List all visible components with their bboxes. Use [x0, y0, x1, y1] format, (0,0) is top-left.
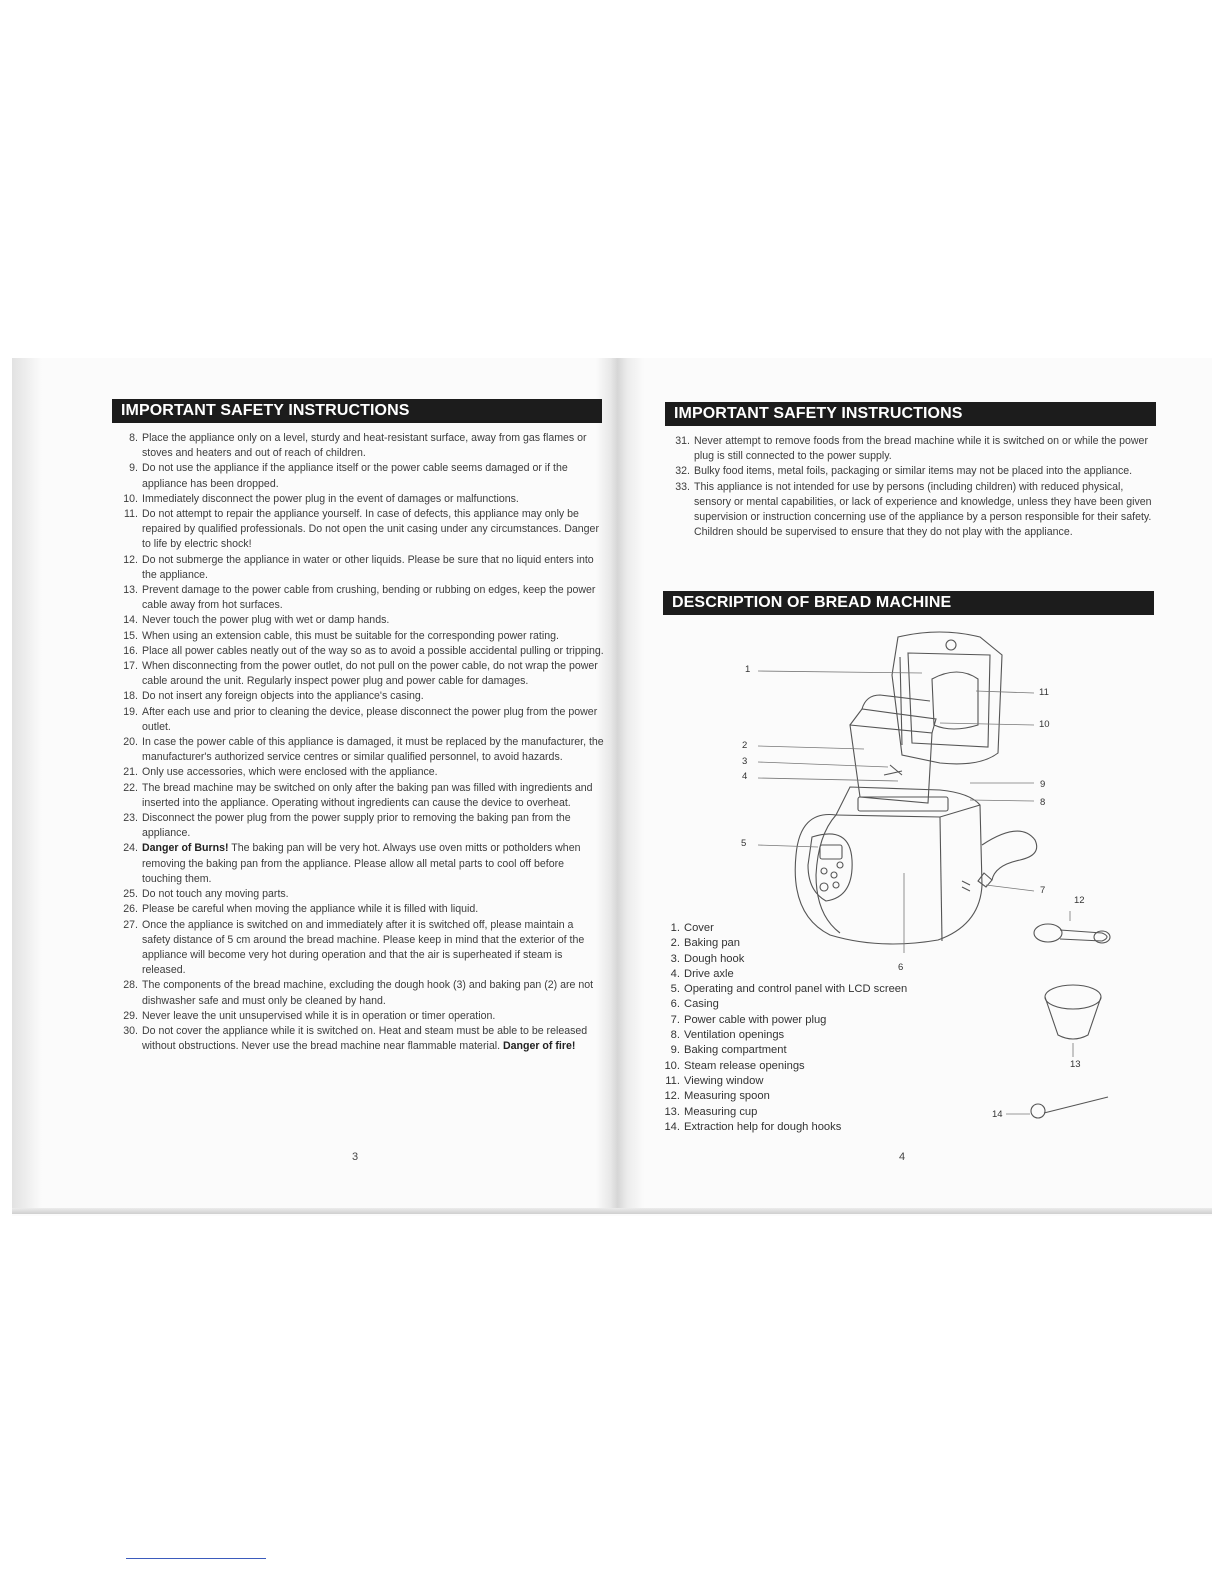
item-text: Only use accessories, which were enclosed with the appliance.	[142, 766, 438, 779]
callout-9: 9	[1040, 779, 1046, 790]
item-warning: Danger of fire!	[502, 1040, 576, 1053]
item-number: 15.	[123, 629, 138, 642]
item-number: 16.	[123, 644, 138, 657]
item-number: 24.	[123, 842, 138, 855]
list-item	[120, 902, 604, 917]
legend-number: 1.	[670, 922, 680, 934]
legend-item	[662, 997, 942, 1012]
list-item	[120, 1009, 604, 1024]
item-number: 25.	[123, 888, 138, 901]
item-text: Place the appliance only on a level, sturdy and heat-resistant surface, away from gas flames or stoves and heaters and out of reach of children.	[142, 432, 587, 460]
item-text: The components of the bread machine, excluding the dough hook (3) and baking pan (2) are not dishwasher safe and must only be cleaned by hand.	[142, 979, 594, 1007]
legend-label: Ventilation openings	[684, 1029, 785, 1042]
legend-label: Measuring cup	[684, 1105, 758, 1118]
legend-number: 4.	[670, 967, 680, 980]
list-item	[120, 461, 604, 491]
item-text: Do not submerge the appliance in water or other liquids. Please be sure that no liquid enters into the appliance.	[142, 553, 594, 581]
callout-1: 1	[745, 664, 751, 675]
item-number: 23.	[123, 812, 138, 825]
item-number: 9.	[129, 462, 138, 475]
legend-number: 6.	[670, 998, 680, 1011]
item-number: 32.	[675, 465, 690, 478]
item-number: 21.	[123, 766, 138, 779]
list-item	[672, 480, 1156, 541]
item-text: Do not cover the appliance while it is switched on. Heat and steam must be able to be released without obstructions. Never use the bread machine near flammable material.	[142, 1024, 588, 1053]
item-number: 31.	[675, 435, 690, 447]
legend-number: 14.	[664, 1120, 680, 1133]
item-text: The bread machine may be switched on only after the baking pan was filled with ingredients and inserted into the appliance. Operating without ingredients can cause the device to overheat.	[142, 781, 593, 809]
legend-item	[662, 1013, 942, 1028]
item-number: 14.	[123, 614, 138, 627]
item-text: In case the power cable of this appliance is damaged, it must be replaced by the manufacturer, the manufacturer's authorized service centres or similar qualified personnel, to avoid hazards.	[142, 736, 604, 764]
legend-item	[662, 1074, 942, 1089]
legend-label: Casing	[684, 998, 719, 1011]
item-text: Please be careful when moving the appliance while it is filled with liquid.	[142, 903, 479, 916]
footer-rule	[126, 1558, 266, 1559]
legend-item	[662, 952, 942, 967]
list-item	[120, 978, 604, 1008]
legend-item	[662, 921, 942, 936]
item-text: Do not attempt to repair the appliance yourself. In case of defects, this appliance may only be repaired by qualified professionals. Do not open the unit casing under any circumstances. Danger to life by electric shock!	[142, 508, 599, 551]
list-item	[672, 434, 1156, 464]
list-item	[120, 689, 604, 704]
legend-number: 2.	[670, 937, 680, 950]
power-cable-illustration	[962, 831, 1037, 891]
legend-label: Dough hook	[684, 952, 745, 965]
callout-2: 2	[742, 740, 748, 751]
item-number: 29.	[123, 1009, 138, 1022]
item-number: 17.	[123, 660, 138, 673]
legend-number: 13.	[664, 1105, 680, 1118]
item-text: This appliance is not intended for use by persons (including children) with reduced physical, sensory or mental capabilities, or lack of experience and knowledge, unless they have been given supervision or instruction concerning use of the appliance by a person responsible for their safety. Children should be supervised to ensure that they do not play with the appliance.	[694, 480, 1152, 539]
list-item	[672, 464, 1156, 479]
legend-label: Cover	[684, 922, 714, 934]
list-item	[120, 765, 604, 780]
list-item	[120, 705, 604, 735]
measuring-cup-illustration	[1045, 985, 1101, 1039]
legend-item	[662, 1043, 942, 1058]
legend-label: Measuring spoon	[684, 1090, 770, 1103]
item-number: 8.	[129, 432, 138, 444]
left-edge-shadow	[12, 358, 42, 1214]
item-text: After each use and prior to cleaning the device, please disconnect the power plug from the power outlet.	[142, 705, 598, 733]
list-item	[120, 507, 604, 553]
legend-label: Extraction help for dough hooks	[684, 1120, 842, 1133]
legend-item	[662, 1120, 942, 1135]
page-number-right: 4	[899, 1151, 906, 1163]
callout-13: 13	[1070, 1059, 1081, 1070]
callout-4: 4	[742, 771, 748, 782]
legend-number: 8.	[670, 1029, 680, 1042]
list-item	[120, 918, 604, 979]
description-header: DESCRIPTION OF BREAD MACHINE	[663, 591, 1154, 615]
list-item	[120, 629, 604, 644]
legend-label: Power cable with power plug	[684, 1013, 827, 1026]
list-item	[120, 492, 604, 507]
legend-label: Steam release openings	[684, 1059, 805, 1072]
item-number: 20.	[123, 736, 138, 749]
legend-label: Operating and control panel with LCD screen	[684, 983, 908, 996]
legend-item	[662, 967, 942, 982]
item-number: 33.	[675, 480, 690, 493]
measuring-spoon-illustration	[1034, 924, 1110, 943]
item-number: 11.	[124, 508, 138, 521]
callout-14: 14	[992, 1109, 1003, 1120]
item-text: Never leave the unit unsupervised while it is in operation or timer operation.	[142, 1009, 496, 1022]
legend-item	[662, 1059, 942, 1074]
list-item	[120, 735, 604, 765]
item-text: When using an extension cable, this must be suitable for the corresponding power rating.	[142, 629, 559, 642]
legend-number: 9.	[670, 1044, 680, 1057]
legend-number: 12.	[664, 1090, 680, 1103]
callout-11: 11	[1039, 687, 1049, 698]
right-safety-list	[672, 434, 1156, 540]
legend-label: Baking pan	[684, 937, 740, 950]
legend-label: Baking compartment	[684, 1044, 787, 1057]
item-text: Place all power cables neatly out of the way so as to avoid a possible accidental pulling or tripping.	[142, 644, 604, 657]
legend-number: 3.	[670, 952, 680, 965]
list-item	[120, 644, 604, 659]
legend-item	[662, 936, 942, 951]
item-text: Disconnect the power plug from the power supply prior to removing the baking pan from the appliance.	[142, 812, 571, 840]
item-text: When disconnecting from the power outlet, do not pull on the power cable, do not wrap the power cable around the unit. Regularly inspect power plug and power cable for damages.	[142, 660, 598, 688]
list-item	[120, 841, 604, 887]
callout-5: 5	[741, 838, 747, 849]
item-number: 12.	[123, 553, 138, 566]
list-item	[120, 781, 604, 811]
item-number: 30.	[123, 1024, 138, 1037]
item-text: Once the appliance is switched on and immediately after it is switched off, please maintain a safety distance of 5 cm around the bread machine. Please keep in mind that the exterior of the appliance will become very hot during operation and that the air is superheated if steam is released.	[142, 918, 585, 977]
list-item	[120, 431, 604, 461]
item-number: 13.	[123, 584, 138, 597]
extraction-help-illustration	[1031, 1097, 1108, 1118]
list-item	[120, 613, 604, 628]
callout-10: 10	[1039, 719, 1050, 730]
callout-6: 6	[898, 962, 904, 973]
item-number: 26.	[123, 903, 138, 916]
item-warning: Danger of Burns!	[142, 842, 229, 855]
list-item	[120, 887, 604, 902]
control-panel-illustration	[808, 834, 852, 901]
parts-legend	[662, 921, 942, 1135]
callout-12: 12	[1074, 895, 1085, 906]
item-text: Never touch the power plug with wet or damp hands.	[142, 614, 390, 627]
item-number: 22.	[123, 781, 138, 794]
item-text: Bulky food items, metal foils, packaging or similar items may not be placed into the appliance.	[694, 465, 1133, 478]
callout-8: 8	[1040, 797, 1046, 808]
item-text: Do not use the appliance if the appliance itself or the power cable seems damaged or if the appliance has been dropped.	[142, 462, 568, 490]
legend-label: Viewing window	[684, 1074, 764, 1087]
callout-7: 7	[1040, 885, 1046, 896]
list-item	[120, 553, 604, 583]
legend-label: Drive axle	[684, 967, 734, 980]
item-text: Immediately disconnect the power plug in the event of damages or malfunctions.	[142, 492, 519, 505]
right-header: IMPORTANT SAFETY INSTRUCTIONS	[665, 402, 1156, 426]
item-text: Never attempt to remove foods from the bread machine while it is switched on or while the power plug is still connected to the power supply.	[694, 435, 1148, 463]
legend-number: 10.	[664, 1059, 680, 1072]
legend-item	[662, 1089, 942, 1104]
item-number: 27.	[123, 918, 138, 931]
item-text: Do not insert any foreign objects into the appliance's casing.	[142, 690, 424, 703]
list-item	[120, 583, 604, 613]
legend-item	[662, 982, 942, 997]
page-number-left: 3	[352, 1151, 359, 1163]
callout-3: 3	[742, 756, 748, 767]
left-safety-list	[120, 431, 604, 1054]
legend-number: 11.	[665, 1074, 680, 1087]
legend-number: 5.	[670, 983, 680, 996]
item-number: 10.	[123, 492, 138, 505]
left-header: IMPORTANT SAFETY INSTRUCTIONS	[112, 399, 602, 423]
item-text: The baking pan will be very hot. Always use oven mitts or potholders when removing the baking pan from the appliance. Please allow all metal parts to cool off before touching them.	[142, 842, 581, 885]
item-text: Do not touch any moving parts.	[142, 888, 289, 901]
item-number: 28.	[123, 979, 138, 992]
item-text: Prevent damage to the power cable from crushing, bending or rubbing on edges, keep the power cable away from hot surfaces.	[142, 584, 596, 612]
page-bottom-edge	[12, 1208, 1212, 1214]
item-number: 18.	[123, 690, 138, 703]
legend-number: 7.	[670, 1013, 680, 1026]
legend-item	[662, 1105, 942, 1120]
list-item	[120, 1024, 604, 1054]
legend-item	[662, 1028, 942, 1043]
item-number: 19.	[123, 705, 138, 718]
list-item	[120, 811, 604, 841]
list-item	[120, 659, 604, 689]
